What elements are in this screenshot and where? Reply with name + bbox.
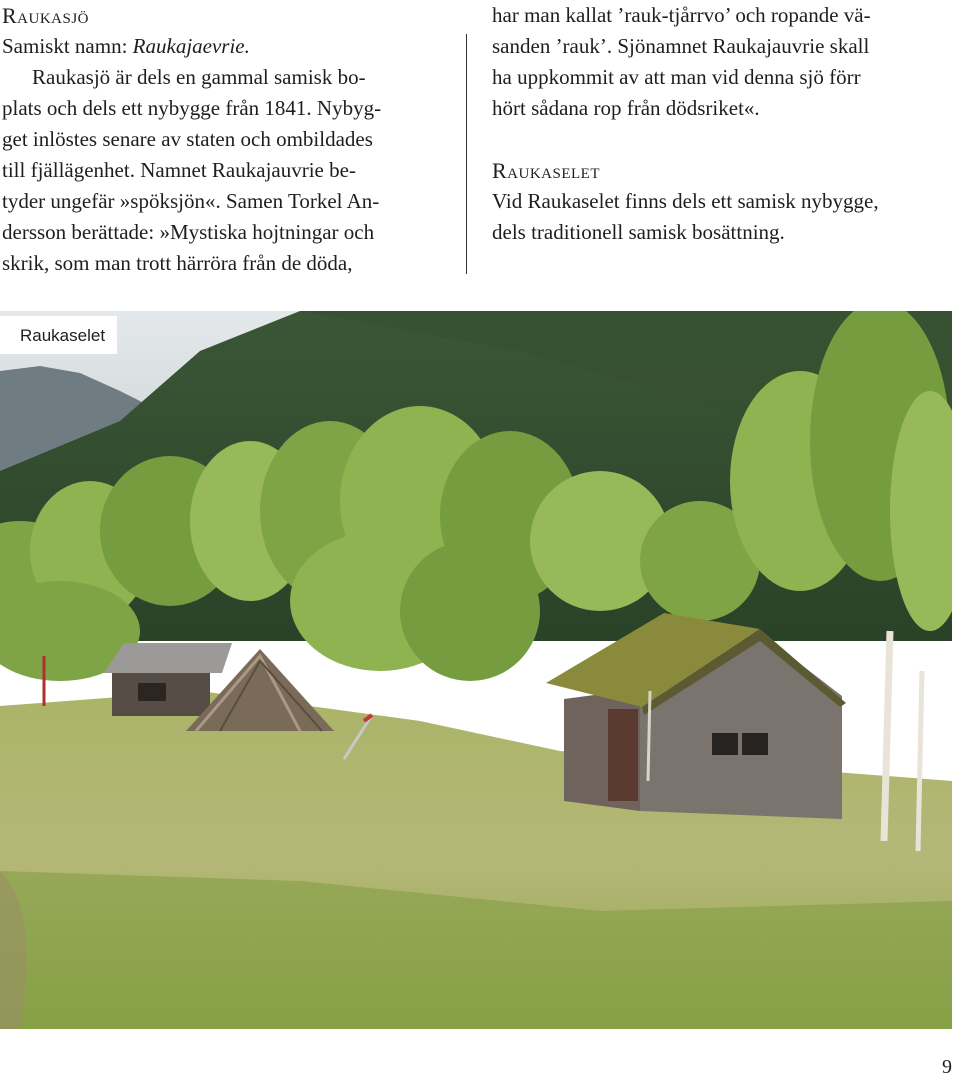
sami-name-line [2,31,442,62]
body-line: ha uppkommit av att man vid denna sjö förr [492,65,861,89]
body-line: dersson berättade: »Mystiska hojtningar och [2,220,375,244]
photo-illustration [0,311,952,1029]
body-line: plats och dels ett nybygge från 1841. Nybyg- [2,96,382,120]
paragraph-gap [492,124,954,155]
body-line: Vid Raukaselet finns dels ett samisk nybygge, [492,189,879,213]
body-line: har man kallat ’rauk-tjårrvo’ och ropande vä- [492,3,871,27]
body-line: Raukasjö är dels en gammal samisk bo- [32,65,366,89]
body-line: hört sådana rop från dödsriket«. [492,96,760,120]
right-column [492,0,954,248]
section-heading-raukaselet: Raukaselet [492,158,600,183]
body-line: sanden ’rauk’. Sjönamnet Raukajauvrie skall [492,34,870,58]
page-number: 9 [942,1056,952,1078]
body-line: till fjällägenhet. Namnet Raukajauvrie be- [2,158,356,182]
sami-name: Raukajaevrie. [132,34,250,58]
landscape-photo [0,311,952,1029]
body-line: skrik, som man trott härröra från de döda, [2,251,353,275]
birch-canopy [400,541,540,681]
body-line: tyder ungefär »spöksjön«. Samen Torkel An- [2,189,380,213]
photo-caption: Raukaselet [0,316,117,354]
body-line: dels traditionell samisk bosättning. [492,220,785,244]
sod-roof-cabin [546,613,846,819]
left-column [2,0,442,279]
sami-name-prefix: Samiskt namn: [2,34,133,58]
column-divider [466,34,467,274]
section-heading-raukasjo: Raukasjö [2,3,90,28]
body-line: get inlöstes senare av staten och ombildades [2,127,373,151]
